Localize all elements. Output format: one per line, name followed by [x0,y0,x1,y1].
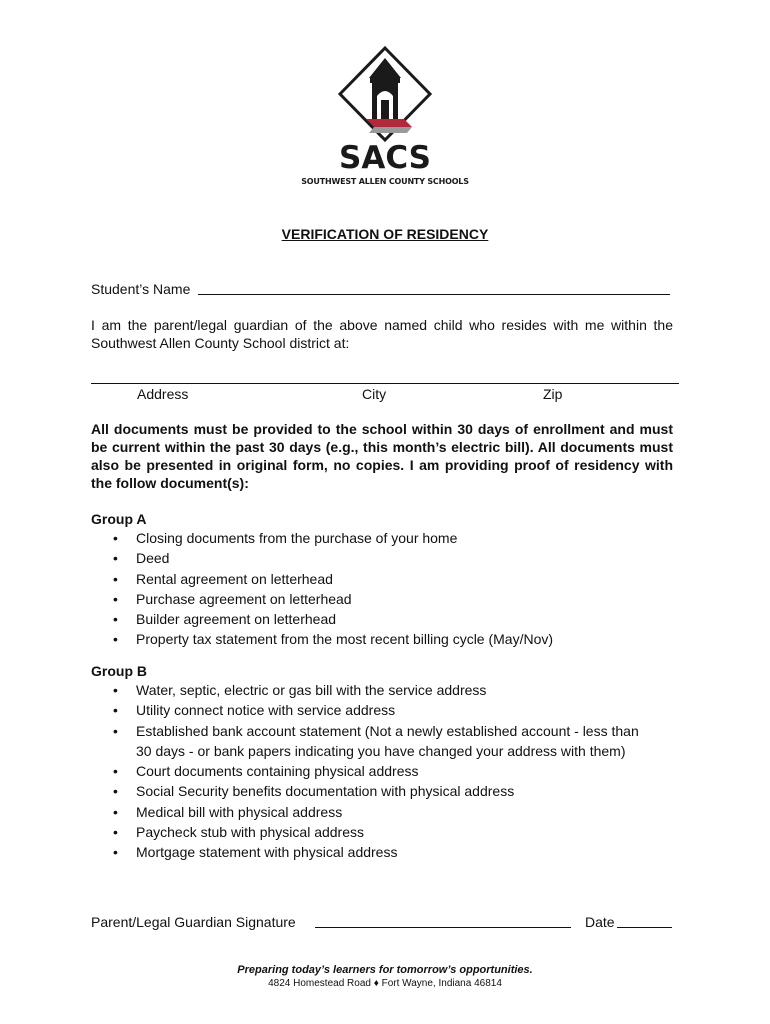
group-a-list [91,528,651,650]
list-item [91,609,651,629]
list-item-text: Court documents containing physical address [136,763,419,780]
list-item-text: Purchase agreement on letterhead [136,590,352,607]
bullet-icon: • [113,824,118,841]
address-label: Address [137,386,189,402]
signature-label: Parent/Legal Guardian Signature [91,914,296,930]
list-item [91,822,651,842]
address-line[interactable] [91,383,679,384]
list-item-text: Closing documents from the purchase of your home [136,530,458,546]
list-item [91,842,651,862]
bullet-icon: • [113,570,118,587]
list-item [91,528,651,548]
footer-address: 4824 Homestead Road ♦ Fort Wayne, Indiana 46814 [268,978,502,989]
bullet-icon: • [113,702,118,719]
student-name-line[interactable] [198,294,670,295]
bullet-icon: • [113,631,118,648]
list-item [91,680,651,700]
sacs-subtitle: SOUTHWEST ALLEN COUNTY SCHOOLS [301,177,469,186]
group-b-list [91,680,651,863]
bullet-icon: • [113,611,118,628]
list-item [91,700,651,720]
bullet-icon: • [113,803,118,820]
list-item-text: Rental agreement on letterhead [136,570,333,587]
list-item-text: Paycheck stub with physical address [136,824,364,841]
signature-line[interactable] [315,927,571,928]
list-item-text: Property tax statement from the most recent billing cycle (May/Nov) [136,631,554,648]
city-label: City [362,386,387,402]
list-item-text: Established bank account statement (Not a newly established account - less than 30 days - or bank papers indicating you have changed your address with them) [136,722,639,759]
list-item [91,569,651,589]
group-b-heading: Group B [91,663,147,679]
list-item [91,721,651,762]
page-title: VERIFICATION OF RESIDENCY [281,226,489,242]
bullet-icon: • [113,682,118,698]
notice-paragraph: All documents must be provided to the school within 30 days of enrollment and must be current within the past 30 days (e.g., this month’s electric bill). All documents must also be presented in original form, no copies. I am providing proof of residency with the follow document(s): [91,421,673,491]
list-item [91,802,651,822]
list-item-text: Deed [136,550,170,567]
sacs-wordmark: SACS [339,140,431,176]
list-item-text: Social Security benefits documentation with physical address [136,783,515,800]
student-name-label: Student’s Name [91,281,191,297]
intro-paragraph: I am the parent/legal guardian of the above named child who resides with me within the Southwest Allen County School district at: [91,317,673,351]
list-item [91,589,651,609]
bullet-icon: • [113,722,118,739]
list-item-text: Utility connect notice with service address [136,702,396,719]
list-item-text: Water, septic, electric or gas bill with the service address [136,682,487,698]
list-item-text: Medical bill with physical address [136,803,343,820]
bullet-icon: • [113,590,118,607]
footer-tagline: Preparing today’s learners for tomorrow’s opportunities. [237,964,533,976]
date-line[interactable] [617,927,672,928]
list-item-text: Builder agreement on letterhead [136,611,337,628]
list-item-text: Mortgage statement with physical address [136,844,398,861]
bullet-icon: • [113,763,118,780]
bullet-icon: • [113,530,118,546]
list-item [91,548,651,568]
list-item [91,629,651,649]
list-item [91,781,651,801]
bullet-icon: • [113,550,118,567]
group-a-heading: Group A [91,511,147,527]
bullet-icon: • [113,783,118,800]
bullet-icon: • [113,844,118,861]
zip-label: Zip [543,386,563,402]
date-label: Date [585,914,615,930]
list-item [91,761,651,781]
